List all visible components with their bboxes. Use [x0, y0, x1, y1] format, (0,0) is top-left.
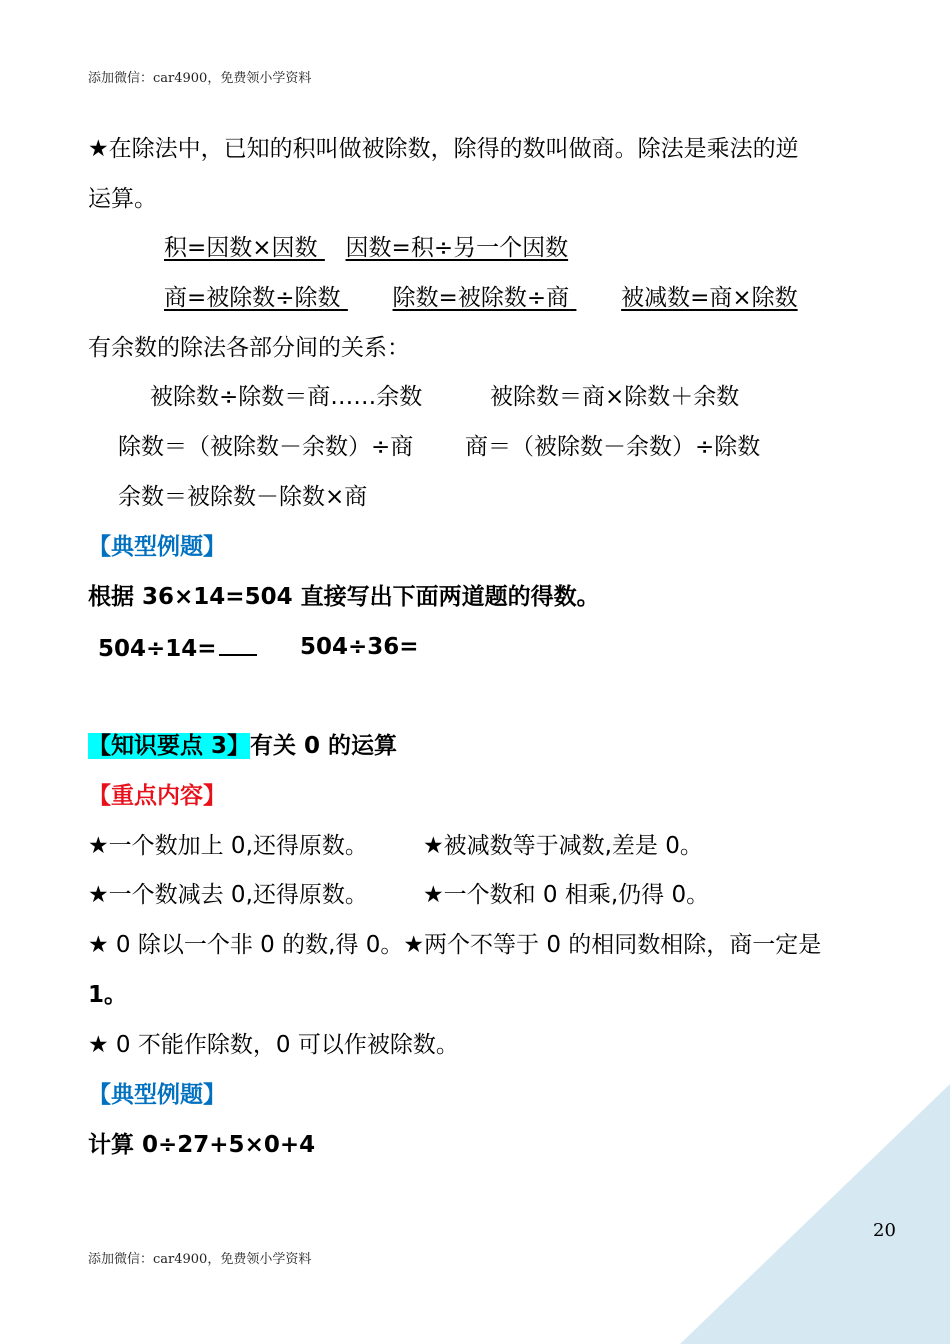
example-1-item-2: 504÷36= — [300, 634, 419, 660]
page-number: 20 — [873, 1220, 896, 1241]
zero-rule-2b: ★一个数和 0 相乘,仍得 0。 — [423, 882, 710, 908]
example-heading-1: 【典型例题】 — [88, 534, 226, 560]
remainder-formula-e: 余数＝被除数－除数×商 — [118, 484, 368, 510]
remainder-formula-a: 被除数÷除数＝商……余数 — [150, 384, 423, 410]
section-3-heading — [88, 731, 397, 761]
division-definition-line-2: 运算。 — [88, 186, 157, 212]
division-definition-line-1: ★在除法中，已知的积叫做被除数，除得的数叫做商。除法是乘法的逆 — [88, 136, 799, 162]
corner-decoration — [680, 1084, 950, 1344]
example-1-text: 根据 36×14=504 直接写出下面两道题的得数。 — [88, 584, 600, 610]
example-heading-2: 【典型例题】 — [88, 1082, 226, 1108]
formula-row-1 — [164, 233, 568, 263]
section-3-title: 有关 0 的运算 — [250, 733, 398, 759]
formula-divisor: 除数=被除数÷商 — [392, 285, 570, 311]
zero-rule-2a: ★一个数减去 0,还得原数。 — [88, 882, 368, 908]
page-header: 添加微信：car4900，免费领小学资料 — [88, 71, 312, 86]
example-1-item-1 — [98, 632, 257, 664]
zero-rule-4: ★ 0 不能作除数，0 可以作被除数。 — [88, 1032, 459, 1058]
zero-rule-3: ★ 0 除以一个非 0 的数,得 0。★两个不等于 0 的相同数相除，商一定是 — [88, 932, 822, 958]
remainder-formula-c: 除数＝（被除数－余数）÷商 — [118, 434, 414, 460]
section-3-highlight: 【知识要点 3】 — [88, 733, 251, 759]
formula-factor: 因数=积÷另一个因数 — [345, 235, 569, 261]
zero-rule-1b: ★被减数等于减数,差是 0。 — [423, 833, 703, 859]
remainder-title: 有余数的除法各部分间的关系： — [88, 335, 410, 361]
formula-minuend: 被减数=商×除数 — [621, 285, 798, 311]
zero-rule-1a: ★一个数加上 0,还得原数。 — [88, 833, 368, 859]
answer-blank[interactable] — [219, 632, 257, 656]
example-2-text: 计算 0÷27+5×0+4 — [88, 1132, 316, 1158]
key-content-heading: 【重点内容】 — [88, 783, 226, 809]
formula-row-2 — [164, 283, 798, 313]
remainder-formula-b: 被除数＝商×除数＋余数 — [490, 384, 740, 410]
zero-rule-3-continued: 1。 — [88, 982, 128, 1008]
formula-product: 积=因数×因数 — [164, 235, 318, 261]
formula-quotient: 商=被除数÷除数 — [164, 285, 341, 311]
page-footer: 添加微信：car4900，免费领小学资料 — [88, 1252, 312, 1267]
remainder-formula-d: 商＝（被除数－余数）÷除数 — [465, 434, 761, 460]
example-1-item-1-text: 504÷14= — [98, 636, 217, 662]
